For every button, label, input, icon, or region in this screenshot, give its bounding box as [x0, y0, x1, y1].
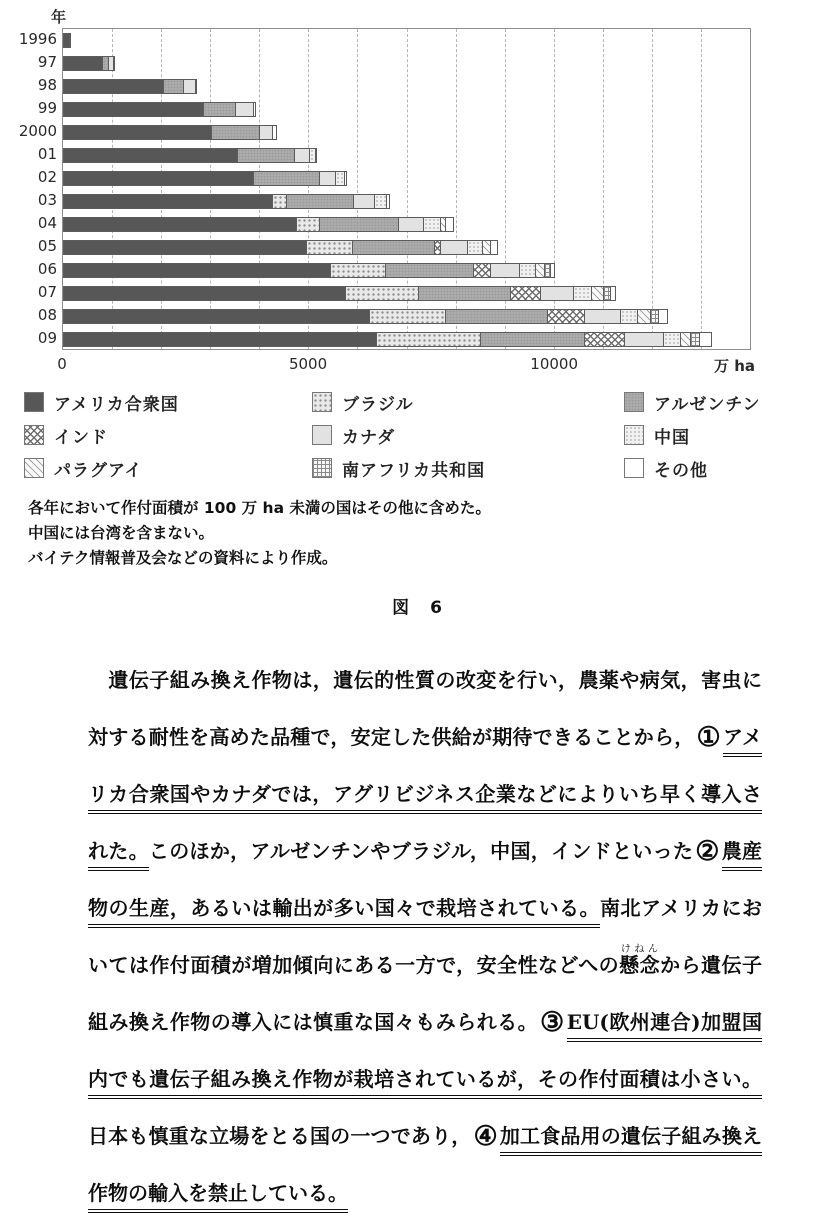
bar-segment-paraguay: [637, 309, 650, 324]
y-axis-labels: [0, 28, 62, 350]
legend-swatch-brazil: [312, 392, 332, 412]
body-text: 遺伝子組み換え作物は，遺伝的性質の改変を行い，農薬や病気，害虫に対する耐性を高めた品種で，安定した供給が期待できることから，: [88, 668, 762, 749]
legend-label: アメリカ合衆国: [54, 394, 179, 415]
bar-segment-other: [315, 148, 317, 163]
y-tick-label: 04: [37, 214, 57, 232]
bar-segment-us: [63, 102, 204, 117]
bar-segment-india: [510, 286, 540, 301]
legend-item-other: [624, 456, 814, 480]
bar-segment-india: [473, 263, 492, 278]
legend-label: パラグアイ: [54, 460, 143, 481]
bar-segment-canada: [540, 286, 574, 301]
figure-caption: 図 6: [392, 598, 444, 618]
bar-segment-canada: [183, 79, 197, 94]
bar-segment-other: [490, 240, 497, 255]
legend-item-india: [24, 423, 312, 447]
bar-segment-us: [63, 332, 377, 347]
legend-item-canada: [312, 423, 624, 447]
chart-legend: [24, 390, 814, 480]
ruby-word: [619, 944, 661, 977]
bar-segment-china: [423, 217, 441, 232]
bar-segment-us: [63, 309, 370, 324]
legend-label: カナダ: [342, 427, 396, 448]
bar-segment-us: [63, 56, 103, 71]
chart-bar-row: [63, 190, 750, 213]
stacked-bar-07: [63, 286, 750, 301]
bar-segment-other: [550, 263, 555, 278]
underlined-phrase: 加工食品用の遺伝子組み換え作物の輸入を禁止している。: [88, 1124, 762, 1213]
x-axis-unit-label: 万 ha: [713, 357, 755, 375]
stacked-bar-04: [63, 217, 750, 232]
body-text: このほか，アルゼンチンやブラジル，中国，インドといった: [148, 839, 694, 863]
bar-segment-china: [467, 240, 483, 255]
bar-segment-us: [63, 79, 164, 94]
bar-segment-us: [63, 286, 346, 301]
bar-segment-other: [658, 309, 669, 324]
legend-label: 中国: [654, 427, 690, 448]
bar-segment-china: [620, 309, 639, 324]
bar-segment-canada: [440, 240, 468, 255]
bar-segment-canada: [490, 263, 520, 278]
bar-segment-other: [253, 102, 255, 117]
y-tick-label: 08: [37, 306, 57, 324]
bar-segment-us: [63, 217, 297, 232]
bar-segment-other: [344, 171, 347, 186]
chart-bar-row: [63, 52, 750, 75]
stacked-bar-2000: [63, 125, 750, 140]
chart-bar-row: [63, 282, 750, 305]
y-axis-title: 年: [50, 8, 66, 26]
y-tick-label: 98: [37, 76, 57, 94]
circled-number: ②: [695, 836, 720, 867]
legend-label: インド: [54, 427, 108, 448]
bar-segment-us: [63, 171, 254, 186]
bar-segment-us: [63, 263, 331, 278]
stacked-bar-1996: [63, 33, 750, 48]
bar-segment-argentina: [480, 332, 585, 347]
legend-swatch-argentina: [624, 392, 644, 412]
bar-segment-canada: [353, 194, 375, 209]
bar-segment-china: [519, 263, 536, 278]
legend-item-argentina: [624, 390, 814, 414]
y-tick-label: 2000: [18, 122, 57, 140]
chart-bar-row: [63, 144, 750, 167]
y-tick-label: 09: [37, 329, 57, 347]
bar-segment-china: [663, 332, 681, 347]
circled-number: ③: [540, 1007, 565, 1038]
bar-segment-argentina: [286, 194, 354, 209]
body-text: 日本も慎重な立場をとる国の一つであり，: [88, 1124, 472, 1148]
bar-segment-china: [374, 194, 388, 209]
bar-segment-brazil: [369, 309, 447, 324]
bar-segment-brazil: [296, 217, 321, 232]
chart-bar-row: [63, 259, 750, 282]
bar-segment-other: [610, 286, 615, 301]
ruby-text: けねん: [619, 944, 660, 955]
bar-segment-argentina: [445, 309, 548, 324]
bar-segment-brazil: [306, 240, 352, 255]
plot-wrap: [0, 28, 836, 350]
bar-segment-brazil: [330, 263, 386, 278]
legend-item-china: [624, 423, 814, 447]
legend-label: 南アフリカ共和国: [342, 460, 486, 481]
chart-bar-row: [63, 213, 750, 236]
legend-item-us: [24, 390, 312, 414]
chart-bar-row: [63, 29, 750, 52]
legend-swatch-china: [624, 425, 644, 445]
x-axis: [57, 350, 755, 378]
bar-segment-argentina: [319, 217, 398, 232]
bar-segment-other: [445, 217, 454, 232]
body-text: 南北アメリカにおいては作付面積が増加傾向にある一方で，安全性などへの: [88, 896, 762, 977]
bar-segment-brazil: [345, 286, 419, 301]
bar-segment-us: [63, 148, 238, 163]
bar-segment-us: [63, 125, 212, 140]
stacked-bar-98: [63, 79, 750, 94]
legend-swatch-south_africa: [312, 458, 332, 478]
body-paragraph: [88, 652, 762, 1222]
bar-segment-other: [699, 332, 712, 347]
stacked-bar-05: [63, 240, 750, 255]
legend-swatch-canada: [312, 425, 332, 445]
bar-segment-brazil: [376, 332, 481, 347]
legend-label: その他: [654, 460, 708, 481]
stacked-bar-03: [63, 194, 750, 209]
legend-item-south_africa: [312, 456, 624, 480]
legend-swatch-india: [24, 425, 44, 445]
bar-segment-other: [272, 125, 276, 140]
y-tick-label: 06: [37, 260, 57, 278]
bar-segment-argentina: [237, 148, 295, 163]
chart-notes: [28, 496, 836, 571]
legend-item-paraguay: [24, 456, 312, 480]
legend-item-brazil: [312, 390, 624, 414]
body-text: から遺伝子組み換え作物の導入には慎重な国々もみられる。: [88, 953, 762, 1034]
chart-bar-row: [63, 328, 750, 351]
stacked-bar-06: [63, 263, 750, 278]
bar-segment-canada: [294, 148, 310, 163]
bar-segment-other: [386, 194, 390, 209]
bar-segment-other: [69, 33, 71, 48]
x-tick-label: 10000: [530, 355, 578, 373]
chart-bar-row: [63, 167, 750, 190]
note-line: 中国には台湾を含まない。: [28, 524, 215, 542]
bar-segment-argentina: [253, 171, 319, 186]
bar-segment-canada: [259, 125, 274, 140]
bar-segment-brazil: [272, 194, 287, 209]
bar-segment-other: [113, 56, 115, 71]
legend-swatch-other: [624, 458, 644, 478]
bar-segment-argentina: [211, 125, 260, 140]
ruby-base: 懸念: [619, 953, 661, 977]
x-tick-label: 0: [57, 355, 67, 373]
stacked-bar-08: [63, 309, 750, 324]
bar-segment-canada: [624, 332, 664, 347]
figure-chart: [0, 0, 836, 378]
stacked-bar-01: [63, 148, 750, 163]
stacked-bar-99: [63, 102, 750, 117]
circled-number: ①: [696, 722, 721, 753]
bar-segment-argentina: [163, 79, 184, 94]
chart-bar-row: [63, 236, 750, 259]
y-tick-label: 99: [37, 99, 57, 117]
bar-segment-argentina: [418, 286, 512, 301]
note-line: バイテク情報普及会などの資料により作成。: [28, 549, 338, 567]
y-tick-label: 1996: [18, 30, 57, 48]
bar-segment-argentina: [203, 102, 236, 117]
bar-segment-us: [63, 240, 307, 255]
chart-bar-row: [63, 98, 750, 121]
bar-segment-argentina: [385, 263, 473, 278]
note-line: 各年において作付面積が 100 万 ha 未満の国はその他に含めた。: [28, 499, 491, 517]
circled-number: ④: [473, 1121, 498, 1152]
bar-segment-canada: [398, 217, 424, 232]
underlined-phrase: 農産物の生産，あるいは輸出が多い国々で栽培されている。: [88, 839, 762, 928]
legend-label: ブラジル: [342, 394, 414, 415]
x-tick-label: 5000: [288, 355, 328, 373]
legend-swatch-us: [24, 392, 44, 412]
chart-bar-row: [63, 75, 750, 98]
stacked-bar-97: [63, 56, 750, 71]
y-tick-label: 03: [37, 191, 57, 209]
bar-segment-us: [63, 194, 273, 209]
bar-segment-china: [573, 286, 592, 301]
legend-label: アルゼンチン: [654, 394, 761, 415]
stacked-bar-09: [63, 332, 750, 347]
stacked-bar-02: [63, 171, 750, 186]
chart-bar-row: [63, 121, 750, 144]
y-tick-label: 05: [37, 237, 57, 255]
bar-segment-india: [547, 309, 584, 324]
underlined-phrase: EU(欧州連合)加盟国内でも遺伝子組み換え作物が栽培されているが，その作付面積は小さい。: [88, 1010, 762, 1099]
bar-segment-argentina: [352, 240, 436, 255]
chart-bar-row: [63, 305, 750, 328]
bar-segment-canada: [235, 102, 255, 117]
bar-segment-other: [195, 79, 197, 94]
y-tick-label: 02: [37, 168, 57, 186]
bar-segment-india: [584, 332, 625, 347]
y-tick-label: 07: [37, 283, 57, 301]
bar-segment-canada: [584, 309, 621, 324]
legend-swatch-paraguay: [24, 458, 44, 478]
bar-segment-canada: [319, 171, 336, 186]
underlined-phrase: アメリカ合衆国やカナダでは，アグリビジネス企業などによりいち早く導入された。: [88, 725, 762, 871]
y-tick-label: 97: [37, 53, 57, 71]
plot-area: [62, 28, 751, 350]
y-tick-label: 01: [37, 145, 57, 163]
